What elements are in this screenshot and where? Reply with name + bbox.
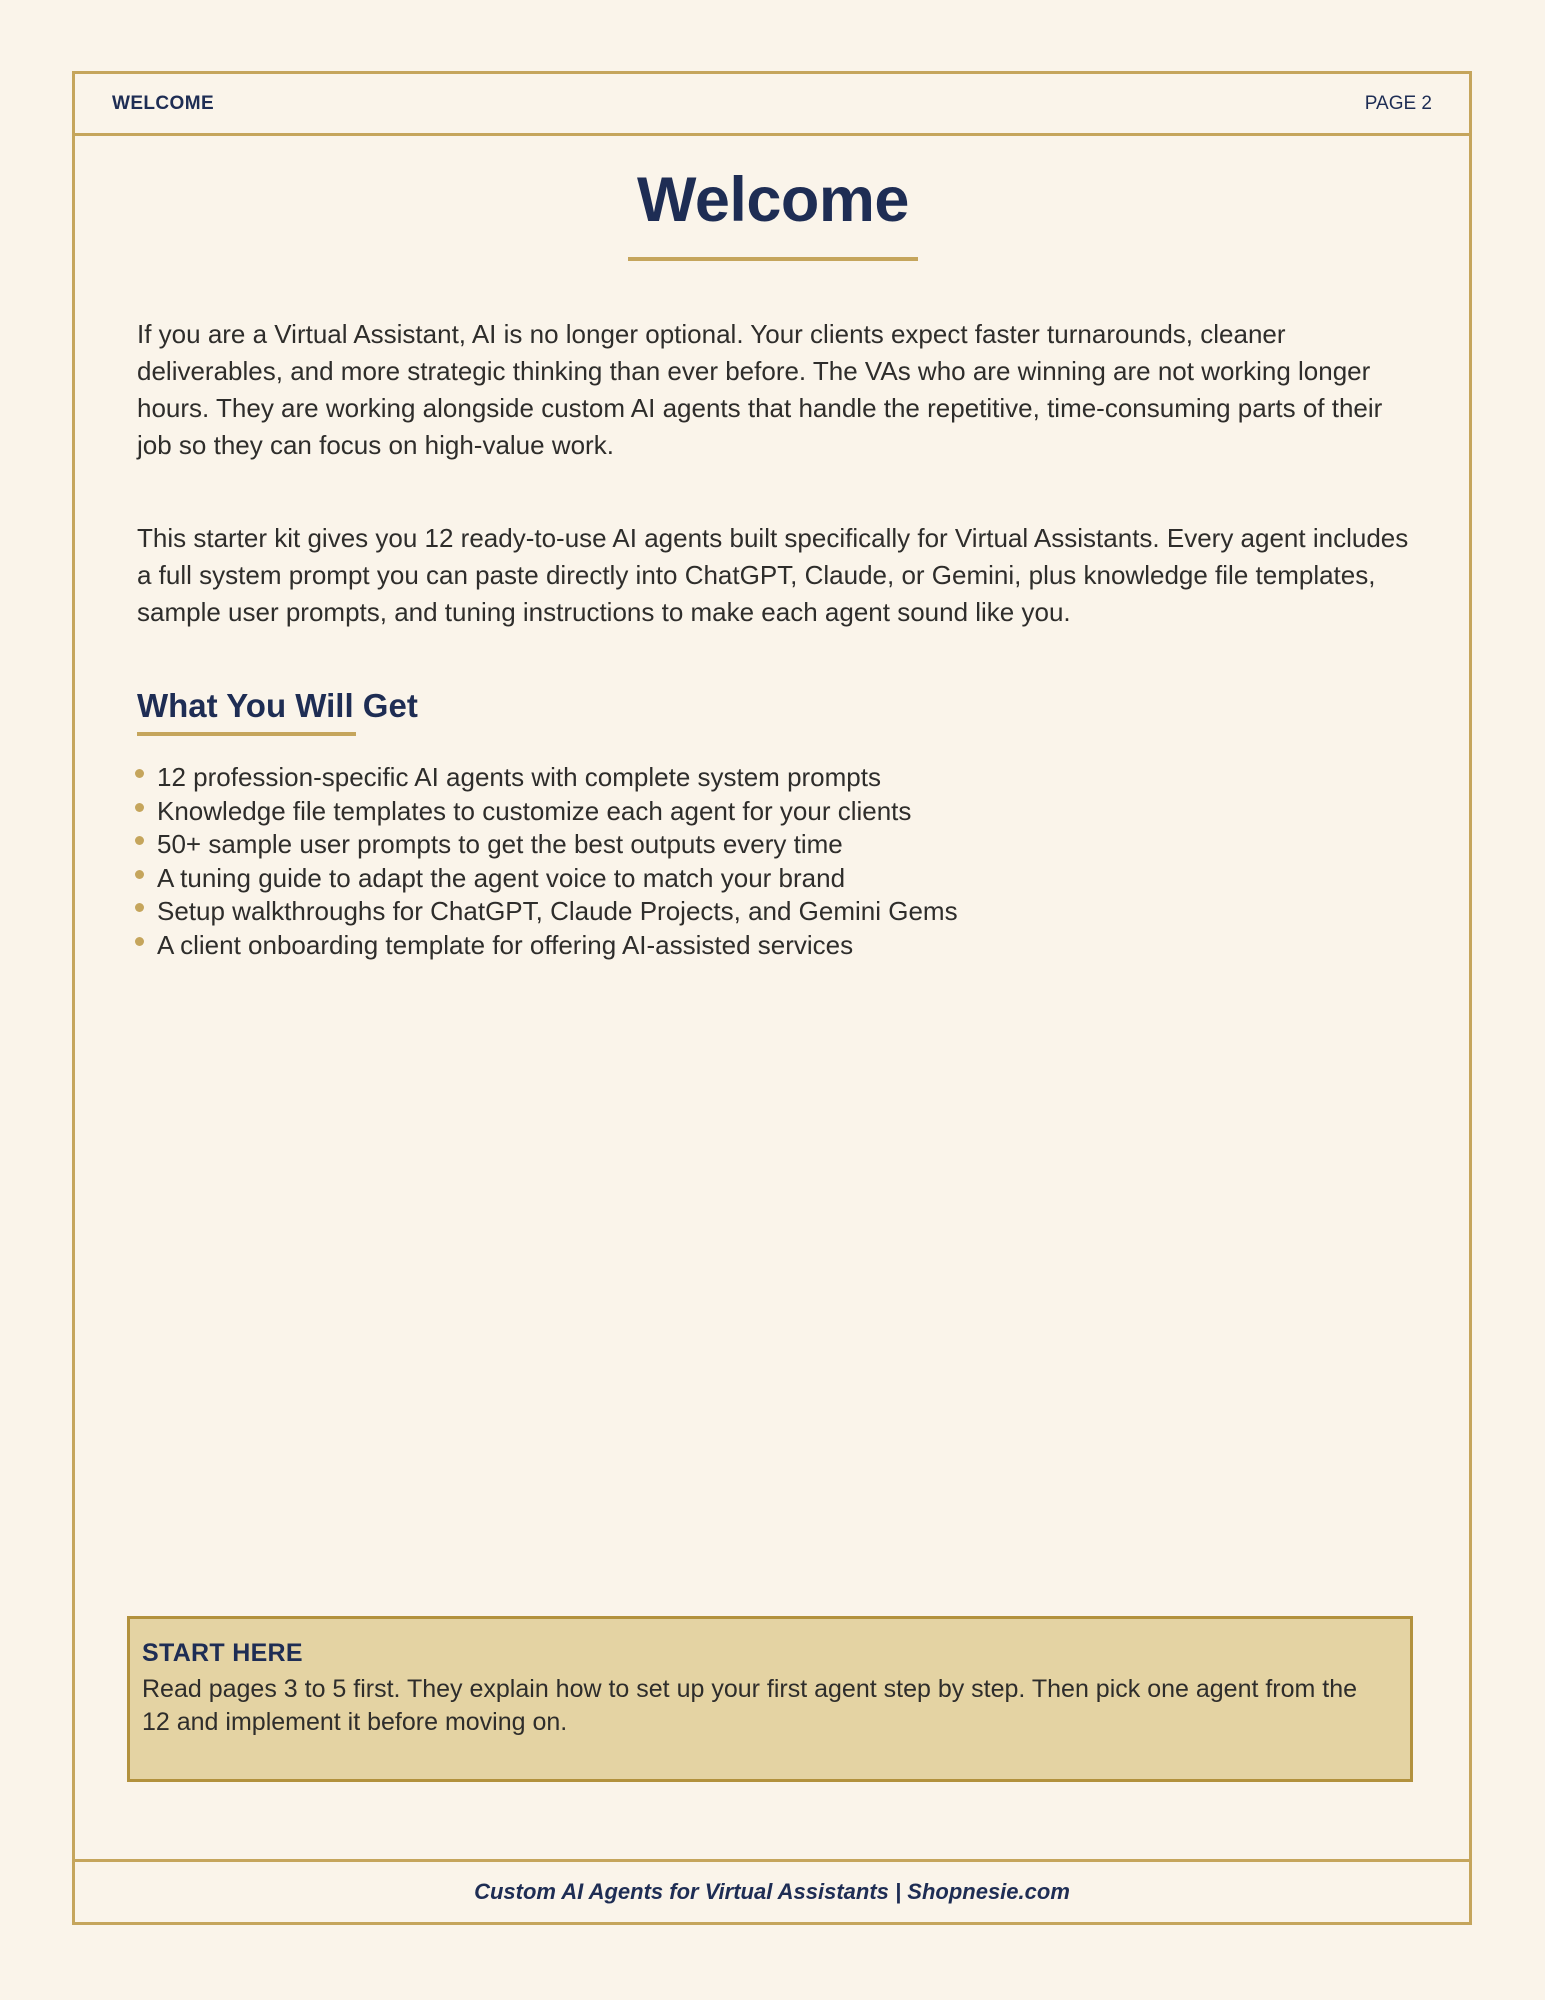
start-here-callout bbox=[127, 1616, 1413, 1782]
bullet-dot-icon bbox=[135, 937, 144, 946]
list-item bbox=[137, 895, 1409, 929]
page-footer bbox=[75, 1859, 1469, 1922]
list-item-text: Setup walkthroughs for ChatGPT, Claude Projects, and Gemini Gems bbox=[157, 896, 958, 927]
benefits-list bbox=[137, 761, 1409, 962]
bullet-dot-icon bbox=[135, 903, 144, 912]
bullet-dot-icon bbox=[135, 836, 144, 845]
header-section-label: WELCOME bbox=[112, 92, 215, 114]
footer-tagline: Custom AI Agents for Virtual Assistants | Shopnesie.com bbox=[474, 1879, 1070, 1904]
list-item bbox=[137, 862, 1409, 896]
header-page-number: PAGE 2 bbox=[1364, 92, 1432, 114]
title-underline-rule bbox=[628, 257, 918, 261]
intro-paragraph: If you are a Virtual Assistant, AI is no longer optional. Your clients expect faster turnarounds, cleaner deliverables, and more strategic thinking than ever before. The VAs who are winning are not working longer hours. They are working alongside custom AI agents that handle the repetitive, time-consuming parts of their job so they can focus on high-value work. bbox=[137, 319, 1383, 461]
bullet-dot-icon bbox=[135, 870, 144, 879]
list-item-text: A client onboarding template for offering AI-assisted services bbox=[157, 929, 854, 960]
section-underline-rule bbox=[137, 732, 356, 736]
callout-body-text: Read pages 3 to 5 first. They explain how to set up your first agent step by step. Then pick one agent from the 12 and implement it before moving on. bbox=[142, 1675, 1358, 1736]
intro-paragraph: This starter kit gives you 12 ready-to-use AI agents built specifically for Virtual Assistants. Every agent includes a full system prompt you can paste directly into ChatGPT, Claude, or Gemini, plus knowledge file templates, sample user prompts, and tuning instructions to make each agent sound like you. bbox=[137, 523, 1409, 628]
page-border-frame bbox=[72, 71, 1472, 1925]
list-item-text: Knowledge file templates to customize each agent for your clients bbox=[157, 795, 912, 826]
callout-heading: START HERE bbox=[142, 1639, 303, 1667]
list-item-text: 12 profession-specific AI agents with complete system prompts bbox=[157, 762, 881, 793]
list-item bbox=[137, 929, 1409, 963]
list-item bbox=[137, 761, 1409, 795]
bullet-dot-icon bbox=[135, 769, 144, 778]
list-item bbox=[137, 828, 1409, 862]
list-item-text: A tuning guide to adapt the agent voice to match your brand bbox=[157, 862, 846, 893]
page-body bbox=[75, 136, 1469, 1859]
bullet-dot-icon bbox=[135, 803, 144, 812]
section-heading: What You Will Get bbox=[137, 687, 418, 725]
list-item-text: 50+ sample user prompts to get the best outputs every time bbox=[157, 829, 843, 860]
page-title: Welcome bbox=[637, 165, 909, 235]
list-item bbox=[137, 795, 1409, 829]
page-header bbox=[75, 74, 1469, 136]
